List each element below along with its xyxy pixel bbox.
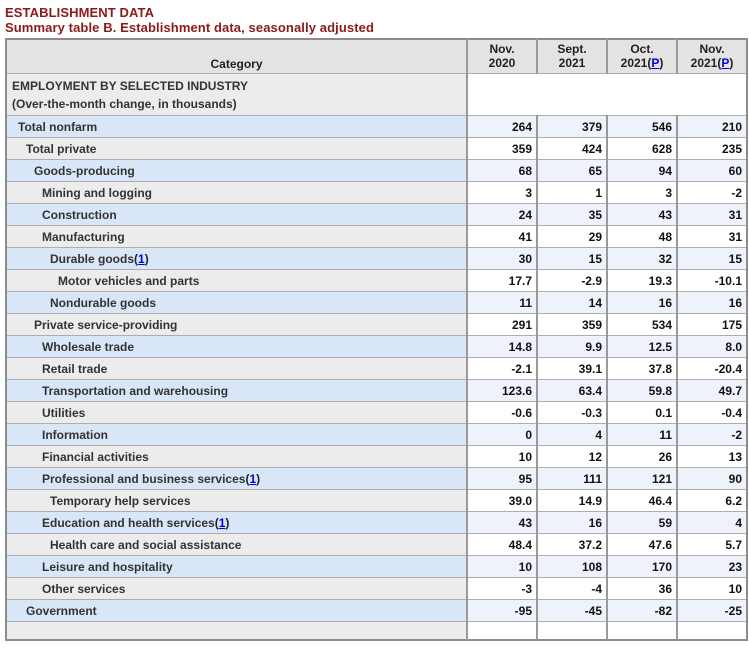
value-cell: 359 <box>467 138 537 160</box>
value-cell: 210 <box>677 116 747 138</box>
value-cell: 16 <box>607 292 677 314</box>
value-cell: 43 <box>467 512 537 534</box>
value-cell: -25 <box>677 600 747 622</box>
value-cell: 121 <box>607 468 677 490</box>
value-cell: -82 <box>607 600 677 622</box>
row-label: Retail trade <box>42 361 108 376</box>
column-header-row <box>6 39 747 74</box>
column-month: Nov. <box>699 42 725 56</box>
row-label: Manufacturing <box>42 229 125 244</box>
value-cell: 19.3 <box>607 270 677 292</box>
preliminary-footnote-link[interactable]: P <box>651 56 660 70</box>
value-cell: 6.2 <box>677 490 747 512</box>
value-cell: 0 <box>467 424 537 446</box>
row-label-cell <box>6 204 467 226</box>
value-cell: 23 <box>677 556 747 578</box>
row-label: Temporary help services <box>50 493 191 508</box>
value-cell: 1 <box>537 182 607 204</box>
table-row <box>6 402 747 424</box>
value-cell: 11 <box>467 292 537 314</box>
value-cell: 59.8 <box>607 380 677 402</box>
value-cell: -0.4 <box>677 402 747 424</box>
value-cell: 37.8 <box>607 358 677 380</box>
value-cell: 10 <box>467 556 537 578</box>
value-cell: 10 <box>677 578 747 600</box>
footnote-paren-close: ) <box>256 471 261 486</box>
value-cell <box>607 622 677 640</box>
row-label: Education and health services <box>42 515 215 530</box>
value-cell: 31 <box>677 226 747 248</box>
value-cell: 60 <box>677 160 747 182</box>
value-cell: 63.4 <box>537 380 607 402</box>
value-cell: 39.0 <box>467 490 537 512</box>
value-cell: 95 <box>467 468 537 490</box>
value-cell: 111 <box>537 468 607 490</box>
category-column-header: Category <box>6 39 467 74</box>
section-header-cell <box>6 74 467 116</box>
section-header-row <box>6 74 747 116</box>
value-cell <box>467 622 537 640</box>
row-label-cell <box>6 424 467 446</box>
row-label: Private service-providing <box>34 317 178 332</box>
row-label: Motor vehicles and parts <box>58 273 200 288</box>
row-label-cell <box>6 116 467 138</box>
table-row <box>6 116 747 138</box>
value-cell: 4 <box>537 424 607 446</box>
row-label: Other services <box>42 581 126 596</box>
value-cell: 291 <box>467 314 537 336</box>
table-row <box>6 556 747 578</box>
value-cell: 123.6 <box>467 380 537 402</box>
value-cell: 264 <box>467 116 537 138</box>
value-cell: 170 <box>607 556 677 578</box>
preliminary-footnote-link[interactable]: P <box>721 56 730 70</box>
section-empty-cell <box>467 74 747 116</box>
value-cell: 13 <box>677 446 747 468</box>
value-cell: 43 <box>607 204 677 226</box>
column-header-nov-2021 <box>677 39 747 74</box>
value-cell: -4 <box>537 578 607 600</box>
table-row <box>6 490 747 512</box>
table-row <box>6 468 747 490</box>
table-row <box>6 446 747 468</box>
row-label: Utilities <box>42 405 86 420</box>
row-label-cell <box>6 600 467 622</box>
row-label: Nondurable goods <box>50 295 156 310</box>
value-cell <box>537 622 607 640</box>
column-header-nov-2020 <box>467 39 537 74</box>
row-label-cell <box>6 534 467 556</box>
section-subtitle: (Over-the-month change, in thousands) <box>12 96 237 111</box>
value-cell: 108 <box>537 556 607 578</box>
value-cell: 12 <box>537 446 607 468</box>
value-cell: 37.2 <box>537 534 607 556</box>
value-cell: 48.4 <box>467 534 537 556</box>
value-cell: -0.6 <box>467 402 537 424</box>
table-row <box>6 182 747 204</box>
row-label-cell <box>6 512 467 534</box>
table-row <box>6 138 747 160</box>
row-label: Total nonfarm <box>18 119 98 134</box>
table-row <box>6 600 747 622</box>
row-label-cell <box>6 336 467 358</box>
row-label-cell <box>6 248 467 270</box>
table-row <box>6 270 747 292</box>
value-cell: 16 <box>677 292 747 314</box>
value-cell: -2 <box>677 182 747 204</box>
column-year: 2020 <box>488 56 516 70</box>
column-year: 2021(P) <box>620 56 664 70</box>
row-label-cell <box>6 160 467 182</box>
value-cell: 4 <box>677 512 747 534</box>
value-cell: 24 <box>467 204 537 226</box>
value-cell: 48 <box>607 226 677 248</box>
row-label: Total private <box>26 141 97 156</box>
row-label: Wholesale trade <box>42 339 135 354</box>
value-cell: 14.9 <box>537 490 607 512</box>
value-cell: 26 <box>607 446 677 468</box>
footnote-paren-open: ( <box>245 471 250 486</box>
value-cell: 235 <box>677 138 747 160</box>
value-cell: 94 <box>607 160 677 182</box>
column-year: 2021 <box>558 56 586 70</box>
value-cell: -3 <box>467 578 537 600</box>
value-cell: 5.7 <box>677 534 747 556</box>
establishment-data-table <box>5 38 748 641</box>
value-cell <box>677 622 747 640</box>
value-cell: -45 <box>537 600 607 622</box>
value-cell: 46.4 <box>607 490 677 512</box>
row-label-cell <box>6 138 467 160</box>
value-cell: 17.7 <box>467 270 537 292</box>
value-cell: 47.6 <box>607 534 677 556</box>
row-label: Health care and social assistance <box>50 537 242 552</box>
row-label-cell <box>6 556 467 578</box>
value-cell: -2.9 <box>537 270 607 292</box>
value-cell: 16 <box>537 512 607 534</box>
value-cell: -95 <box>467 600 537 622</box>
footnote-link[interactable]: 1 <box>218 515 226 530</box>
partial-next-row <box>6 622 747 640</box>
section-title: EMPLOYMENT BY SELECTED INDUSTRY <box>12 78 249 93</box>
value-cell: 31 <box>677 204 747 226</box>
value-cell: 12.5 <box>607 336 677 358</box>
table-row <box>6 336 747 358</box>
value-cell: 35 <box>537 204 607 226</box>
table-caption: Summary table B. Establishment data, seasonally adjusted <box>5 20 374 35</box>
row-label: Durable goods <box>50 251 135 266</box>
value-cell: 424 <box>537 138 607 160</box>
value-cell: 29 <box>537 226 607 248</box>
value-cell: -0.3 <box>537 402 607 424</box>
row-label-cell <box>6 578 467 600</box>
row-label-cell <box>6 490 467 512</box>
row-label: Mining and logging <box>42 185 152 200</box>
footnote-paren-close: ) <box>144 251 149 266</box>
value-cell: 39.1 <box>537 358 607 380</box>
row-label-cell <box>6 622 467 640</box>
value-cell: 9.9 <box>537 336 607 358</box>
value-cell: -10.1 <box>677 270 747 292</box>
row-label-cell <box>6 292 467 314</box>
row-label-cell <box>6 182 467 204</box>
column-month: Oct. <box>630 42 654 56</box>
column-header-oct-2021 <box>607 39 677 74</box>
row-label: Information <box>42 427 108 442</box>
value-cell: 8.0 <box>677 336 747 358</box>
row-label-cell <box>6 468 467 490</box>
value-cell: -2 <box>677 424 747 446</box>
row-label: Construction <box>42 207 117 222</box>
footnote-paren-close: ) <box>225 515 230 530</box>
value-cell: 546 <box>607 116 677 138</box>
footnote-link[interactable]: 1 <box>138 251 145 266</box>
row-label-cell <box>6 380 467 402</box>
row-label: Goods-producing <box>34 163 135 178</box>
value-cell: 49.7 <box>677 380 747 402</box>
value-cell: 175 <box>677 314 747 336</box>
value-cell: -20.4 <box>677 358 747 380</box>
row-label: Leisure and hospitality <box>42 559 173 574</box>
value-cell: 90 <box>677 468 747 490</box>
table-row <box>6 160 747 182</box>
table-row <box>6 248 747 270</box>
page-header <box>0 0 749 35</box>
table-row <box>6 534 747 556</box>
row-label: Financial activities <box>42 449 149 464</box>
value-cell: 65 <box>537 160 607 182</box>
value-cell: 14 <box>537 292 607 314</box>
footnote-link[interactable]: 1 <box>249 471 257 486</box>
value-cell: 32 <box>607 248 677 270</box>
value-cell: 14.8 <box>467 336 537 358</box>
value-cell: 10 <box>467 446 537 468</box>
value-cell: 59 <box>607 512 677 534</box>
table-row <box>6 226 747 248</box>
value-cell: 0.1 <box>607 402 677 424</box>
value-cell: 68 <box>467 160 537 182</box>
row-label-cell <box>6 270 467 292</box>
row-label-cell <box>6 402 467 424</box>
value-cell: 534 <box>607 314 677 336</box>
footnote-paren-open: ( <box>134 251 139 266</box>
row-label: Transportation and warehousing <box>42 383 229 398</box>
row-label: Professional and business services <box>42 471 246 486</box>
table-row <box>6 204 747 226</box>
value-cell: 379 <box>537 116 607 138</box>
table-row <box>6 358 747 380</box>
value-cell: 3 <box>467 182 537 204</box>
table-row <box>6 424 747 446</box>
column-header-sept-2021 <box>537 39 607 74</box>
value-cell: 628 <box>607 138 677 160</box>
value-cell: 3 <box>607 182 677 204</box>
table-row <box>6 578 747 600</box>
column-month: Sept. <box>557 42 587 56</box>
value-cell: 11 <box>607 424 677 446</box>
column-month: Nov. <box>489 42 515 56</box>
value-cell: 36 <box>607 578 677 600</box>
value-cell: -2.1 <box>467 358 537 380</box>
table-row <box>6 314 747 336</box>
value-cell: 15 <box>537 248 607 270</box>
table-row <box>6 512 747 534</box>
table-row <box>6 380 747 402</box>
row-label-cell <box>6 358 467 380</box>
row-label: Government <box>26 603 97 618</box>
row-label-cell <box>6 226 467 248</box>
row-label-cell <box>6 314 467 336</box>
column-year: 2021(P) <box>690 56 734 70</box>
value-cell: 15 <box>677 248 747 270</box>
table-row <box>6 292 747 314</box>
footnote-paren-open: ( <box>214 515 219 530</box>
page-title: ESTABLISHMENT DATA <box>5 5 155 20</box>
value-cell: 41 <box>467 226 537 248</box>
row-label-cell <box>6 446 467 468</box>
value-cell: 359 <box>537 314 607 336</box>
value-cell: 30 <box>467 248 537 270</box>
